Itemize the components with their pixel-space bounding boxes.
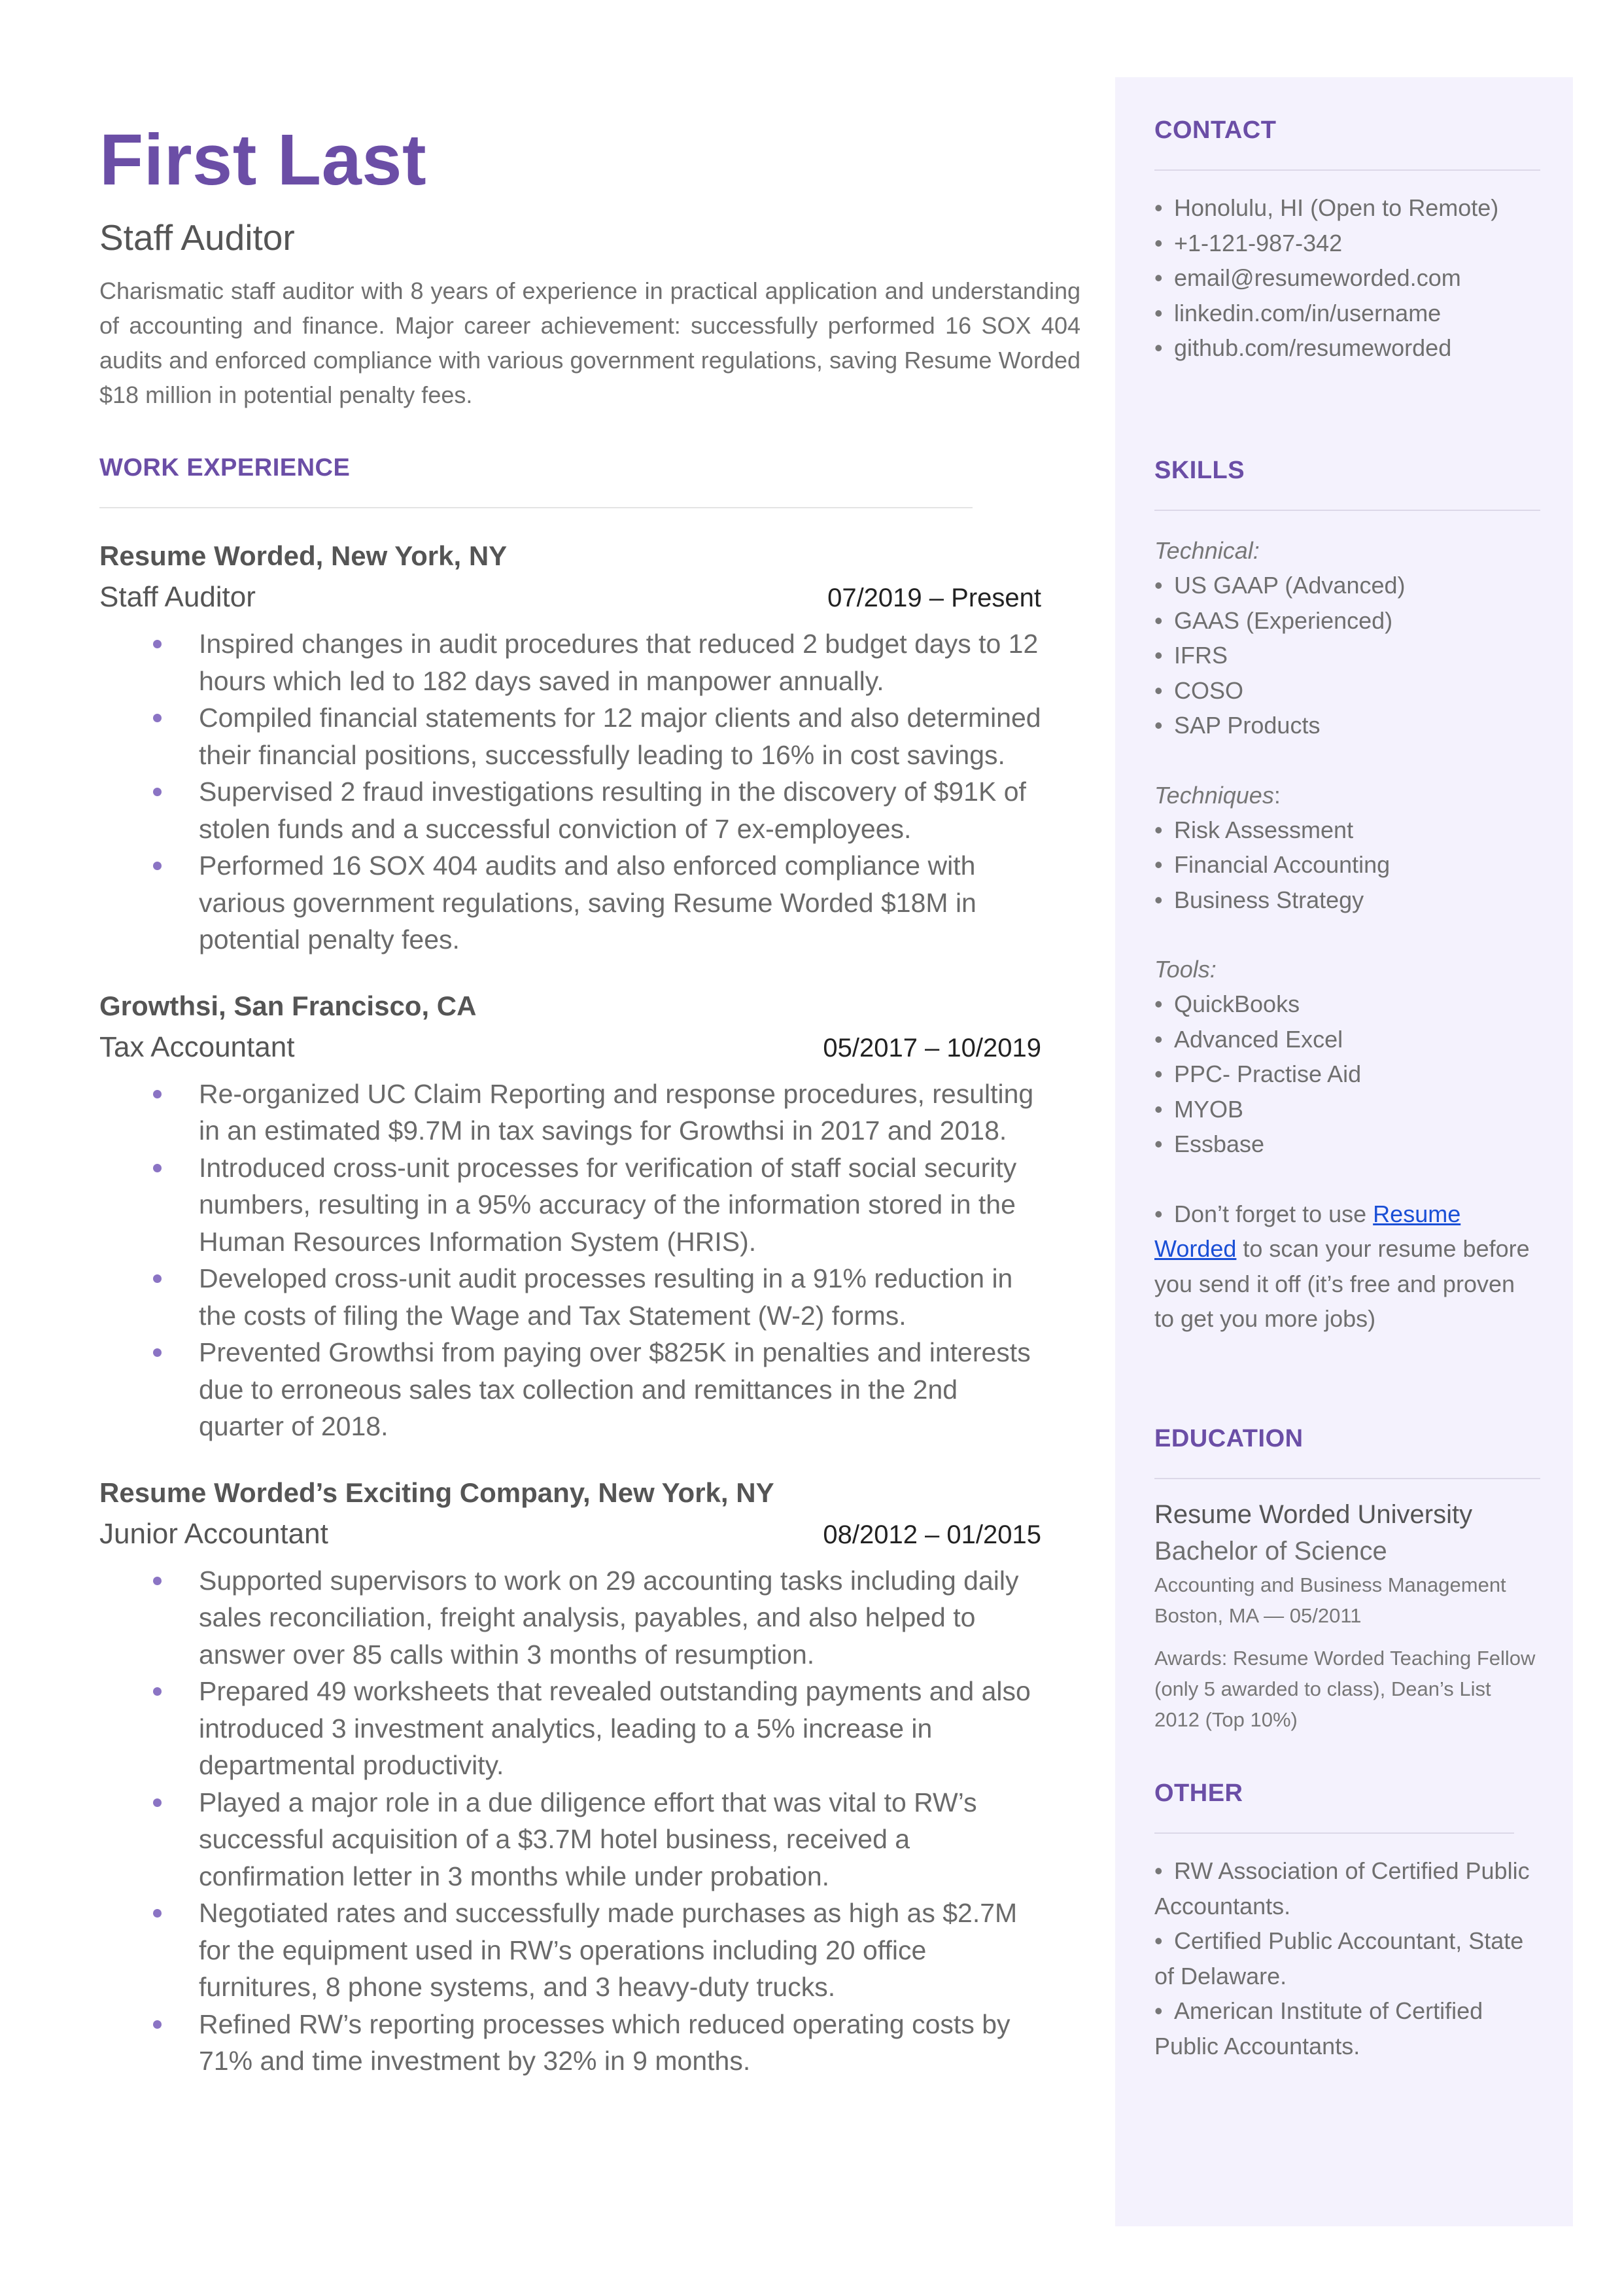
list-item: Introduced cross-unit processes for verification of staff social security numbers, resulting in a 95% accuracy of the information stored in the Human Resources Information System (HRIS). <box>99 1149 1041 1261</box>
contact-phone: • +1-121-987-342 <box>1154 229 1343 256</box>
list-item: • MYOB <box>1154 1095 1244 1123</box>
job-title: Tax Accountant <box>99 1030 295 1063</box>
education-field: Accounting and Business Management <box>1154 1573 1506 1596</box>
candidate-role: Staff Auditor <box>99 217 295 258</box>
skills-tools-label: Tools: <box>1154 956 1217 983</box>
list-item: Refined RW’s reporting processes which reduced operating costs by 71% and time investment by 32% in 9 months. <box>99 2006 1041 2080</box>
list-item: • Advanced Excel <box>1154 1025 1343 1053</box>
education-heading: EDUCATION <box>1154 1425 1304 1452</box>
job-dates: 08/2012 – 01/2015 <box>823 1520 1041 1549</box>
skills-heading: SKILLS <box>1154 457 1245 484</box>
skills-technical-label: Technical: <box>1154 537 1260 564</box>
list-item: • Certified Public Accountant, State of Delaware. <box>1154 1927 1524 1989</box>
section-divider <box>1154 1478 1540 1479</box>
contact-email: • email@resumeworded.com <box>1154 264 1461 291</box>
list-item: Inspired changes in audit procedures that reduced 2 budget days to 12 hours which led to 182 days saved in manpower annually. <box>99 625 1041 699</box>
contact-linkedin: • linkedin.com/in/username <box>1154 299 1442 326</box>
list-item: Prepared 49 worksheets that revealed outstanding payments and also introduced 3 investment analytics, leading to a 5% increase in departmental productivity. <box>99 1673 1041 1784</box>
section-divider <box>99 507 973 508</box>
job-dates: 07/2019 – Present <box>827 584 1041 612</box>
resume-worded-note: • Don’t forget to use Resume Worded to scan your resume before you send it off (it’s free and proven to get you more jobs) <box>1154 1200 1530 1332</box>
section-divider <box>1154 1832 1514 1834</box>
list-item: • Essbase <box>1154 1130 1265 1157</box>
list-item: • COSO <box>1154 676 1244 704</box>
skills-technical-list <box>1154 568 1540 743</box>
list-item: • Risk Assessment <box>1154 816 1354 843</box>
list-item: • Financial Accounting <box>1154 851 1391 878</box>
job-bullets <box>99 625 1041 958</box>
list-item: Supported supervisors to work on 29 accounting tasks including daily sales reconciliation, freight analysis, payables, and also helped to answer over 85 calls within 3 months of resumption. <box>99 1562 1041 1673</box>
education-location-date: Boston, MA — 05/2011 <box>1154 1604 1362 1627</box>
job-dates: 05/2017 – 10/2019 <box>823 1033 1041 1062</box>
work-experience-heading: WORK EXPERIENCE <box>99 454 351 482</box>
contact-section <box>1154 116 1540 366</box>
list-item: • SAP Products <box>1154 712 1321 739</box>
other-list <box>1154 1853 1540 2063</box>
job-company: Resume Worded’s Exciting Company, New York, NY <box>99 1477 774 1508</box>
skills-section <box>1154 457 1540 1337</box>
contact-list <box>1154 190 1540 366</box>
list-item: Performed 16 SOX 404 audits and also enforced compliance with various government regulations, saving Resume Worded $18M in potential penalty fees. <box>99 847 1041 958</box>
list-item: • RW Association of Certified Public Accountants. <box>1154 1857 1530 1919</box>
contact-location: • Honolulu, HI (Open to Remote) <box>1154 194 1499 221</box>
list-item: • PPC- Practise Aid <box>1154 1060 1362 1087</box>
list-item: • Business Strategy <box>1154 886 1364 913</box>
job-entry <box>99 987 1041 1445</box>
job-title: Junior Accountant <box>99 1517 328 1550</box>
list-item: • IFRS <box>1154 642 1228 669</box>
resume-worded-link[interactable]: Resume Worded <box>1154 1200 1461 1262</box>
list-item: Negotiated rates and successfully made purchases as high as $2.7M for the equipment used in RW’s operations including 20 office furnitures, 8 phone systems, and 3 heavy-duty trucks. <box>99 1895 1041 2006</box>
list-item: • US GAAP (Advanced) <box>1154 572 1406 599</box>
list-item: Played a major role in a due diligence effort that was vital to RW’s successful acquisition of a $3.7M hotel business, received a confirmation letter in 3 months while under probation. <box>99 1784 1041 1895</box>
list-item: Developed cross-unit audit processes resulting in a 91% reduction in the costs of filing the Wage and Tax Statement (W-2) forms. <box>99 1260 1041 1334</box>
summary-paragraph: Charismatic staff auditor with 8 years of experience in practical application and understanding of accounting and finance. Major career achievement: successfully performed 16 SOX 404 audits and enforced compliance with various government regulations, saving Resume Worded $18 million in potential penalty fees. <box>99 277 1080 408</box>
contact-heading: CONTACT <box>1154 116 1277 144</box>
job-title: Staff Auditor <box>99 581 256 613</box>
main-column <box>99 118 1080 2080</box>
job-entry <box>99 537 1041 958</box>
other-section <box>1154 1779 1540 2063</box>
education-section <box>1154 1425 1540 1735</box>
list-item: • QuickBooks <box>1154 990 1300 1017</box>
list-item: Compiled financial statements for 12 major clients and also determined their financial positions, successfully leading to 16% in cost savings. <box>99 699 1041 773</box>
education-degree: Bachelor of Science <box>1154 1537 1387 1566</box>
other-heading: OTHER <box>1154 1779 1243 1807</box>
candidate-name: First Last <box>99 120 427 200</box>
education-school: Resume Worded University <box>1154 1500 1473 1529</box>
job-bullets <box>99 1076 1041 1445</box>
job-company: Growthsi, San Francisco, CA <box>99 990 477 1021</box>
education-awards: Awards: Resume Worded Teaching Fellow (only 5 awarded to class), Dean’s List 2012 (Top 10%) <box>1154 1647 1536 1731</box>
job-company: Resume Worded, New York, NY <box>99 540 508 571</box>
list-item: Re-organized UC Claim Reporting and response procedures, resulting in an estimated $9.7M in tax savings for Growthsi in 2017 and 2018. <box>99 1076 1041 1149</box>
list-item: • GAAS (Experienced) <box>1154 606 1393 634</box>
sidebar <box>1115 77 1573 2226</box>
skills-tools-list <box>1154 987 1540 1162</box>
section-divider <box>1154 169 1540 171</box>
list-item: • American Institute of Certified Public Accountants. <box>1154 1997 1483 2059</box>
job-bullets <box>99 1562 1041 2080</box>
contact-github: • github.com/resumeworded <box>1154 334 1452 361</box>
skills-techniques-label: Techniques: <box>1154 781 1281 809</box>
list-item: Prevented Growthsi from paying over $825K in penalties and interests due to erroneous sales tax collection and remittances in the 2nd quarter of 2018. <box>99 1334 1041 1445</box>
section-divider <box>1154 510 1540 511</box>
list-item: Supervised 2 fraud investigations resulting in the discovery of $91K of stolen funds and a successful conviction of 7 ex-employees. <box>99 773 1041 847</box>
skills-techniques-list <box>1154 813 1540 918</box>
job-entry <box>99 1474 1041 2080</box>
